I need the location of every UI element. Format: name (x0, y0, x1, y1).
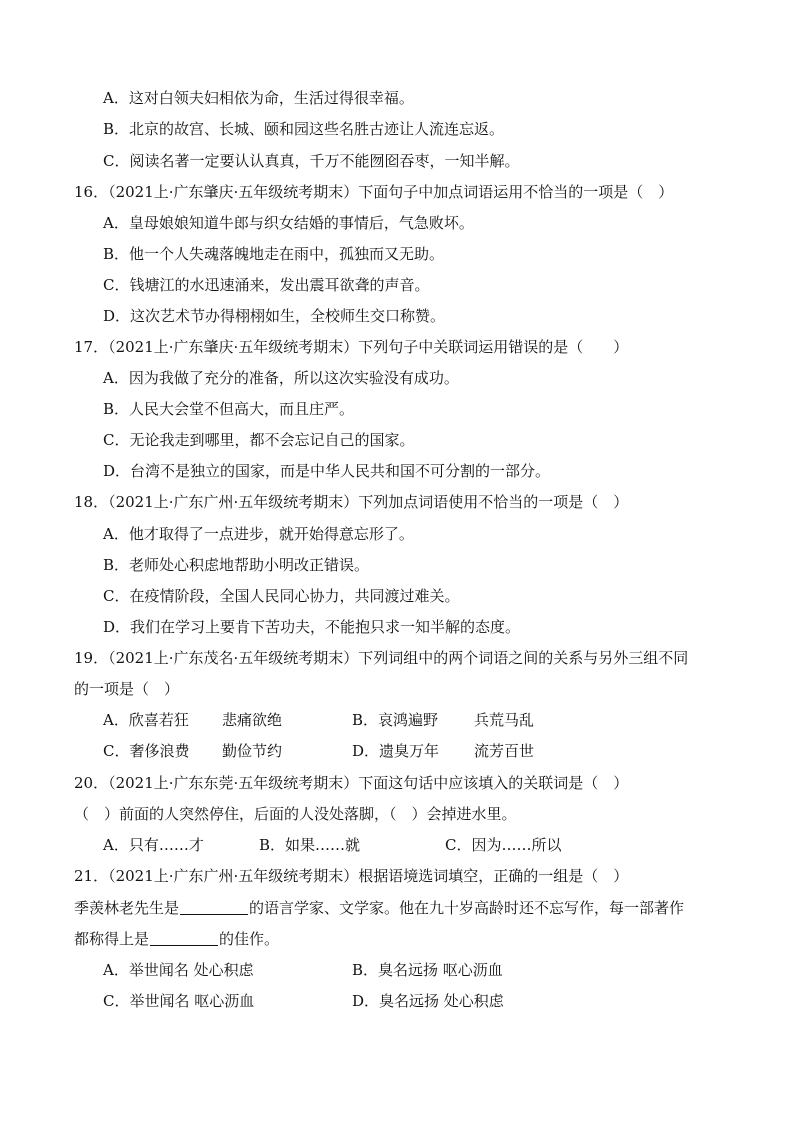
q18-option-d: D．我们在学习上要肯下苦功夫，不能抱只求一知半解的态度。 (103, 618, 521, 636)
q18-option-b: B．老师处心积虑地帮助小明改正错误。 (103, 556, 370, 574)
q16-option-a: A．皇母娘娘知道牛郎与织女结婚的事情后，气急败坏。 (103, 214, 474, 232)
q18-option-c: C．在疫情阶段，全国人民同心协力，共同渡过难关。 (103, 587, 460, 605)
prev-option-b: B．北京的故宫、长城、颐和园这些名胜古迹让人流连忘返。 (103, 120, 505, 138)
question-17-stem: 17．（2021上·广东肇庆·五年级统考期末）下列句子中关联词运用错误的是（ ） (74, 338, 629, 356)
q16-option-b: B．他一个人失魂落魄地走在雨中，孤独而又无助。 (103, 245, 445, 263)
q17-option-a: A．因为我做了充分的准备，所以这次实验没有成功。 (103, 369, 459, 387)
q21-passage-text-d: 的佳作。 (219, 930, 280, 948)
q18-option-a: A．他才取得了一点进步，就开始得意忘形了。 (103, 525, 414, 543)
q20-option-b: B．如果……就 (259, 836, 361, 854)
q20-sentence: （ ）前面的人突然停住，后面的人没处落脚，（ ）会掉进水里。 (74, 805, 517, 823)
q17-option-d: D．台湾不是独立的国家，而是中华人民共和国不可分割的一部分。 (103, 462, 551, 480)
q21-passage-line2 (74, 929, 279, 949)
q21-passage-text-b: 的语言学家、文学家。他在九十岁高龄时还不忘写作，每一部著作 (249, 899, 685, 917)
question-20-stem: 20．（2021上·广东东莞·五年级统考期末）下面这句话中应该填入的关联词是（ ） (74, 774, 629, 792)
q21-option-b: B．臭名远扬 呕心沥血 (352, 961, 503, 979)
q19-option-b-word2: 兵荒马乱 (474, 711, 535, 729)
q20-option-c: C．因为……所以 (445, 836, 562, 854)
prev-option-c: C．阅读名著一定要认认真真，千万不能囫囵吞枣，一知半解。 (103, 152, 520, 170)
question-18-stem: 18．（2021上·广东广州·五年级统考期末）下列加点词语使用不恰当的一项是（ ） (74, 493, 629, 511)
q21-option-d: D．臭名远扬 处心积虑 (352, 992, 504, 1010)
q17-option-b: B．人民大会堂不但高大，而且庄严。 (103, 400, 355, 418)
q21-blank-2 (150, 931, 218, 946)
q16-option-c: C．钱塘江的水迅速涌来，发出震耳欲聋的声音。 (103, 276, 430, 294)
q21-passage-line1 (74, 898, 684, 918)
q19-option-c-word2: 勤俭节约 (222, 742, 283, 760)
q20-option-a: A．只有……才 (103, 836, 204, 854)
q21-option-c: C．举世闻名 呕心沥血 (103, 992, 255, 1010)
q19-option-a-word2: 悲痛欲绝 (222, 711, 283, 729)
question-19-stem-line2: 的一项是（ ） (74, 680, 180, 698)
q19-option-d: D．遗臭万年 (352, 742, 440, 760)
question-19-stem-line1: 19．（2021上·广东茂名·五年级统考期末）下列词组中的两个词语之间的关系与另外三组不同 (74, 649, 689, 667)
prev-option-a: A．这对白领夫妇相依为命，生活过得很幸福。 (103, 89, 414, 107)
q19-option-a-word1: A．欣喜若狂 (103, 711, 189, 729)
question-21-stem: 21．（2021上·广东广州·五年级统考期末）根据语境选词填空，正确的一组是（ ） (74, 867, 629, 885)
question-16-stem: 16．（2021上·广东肇庆·五年级统考期末）下面句子中加点词语运用不恰当的一项是（ ） (74, 183, 674, 201)
q21-passage-text-c: 都称得上是 (74, 930, 150, 948)
q21-option-a: A．举世闻名 处心积虑 (103, 961, 254, 979)
q19-option-a (103, 710, 189, 730)
q21-passage-text-a: 季羡林老先生是 (74, 899, 180, 917)
q19-option-b: B．哀鸿遍野 (352, 711, 439, 729)
q19-option-c: C．奢侈浪费 (103, 742, 190, 760)
q21-blank-1 (180, 900, 248, 915)
q17-option-c: C．无论我走到哪里，都不会忘记自己的国家。 (103, 431, 415, 449)
q16-option-d: D．这次艺术节办得栩栩如生，全校师生交口称赞。 (103, 307, 446, 325)
q19-option-d-word2: 流芳百世 (474, 742, 535, 760)
